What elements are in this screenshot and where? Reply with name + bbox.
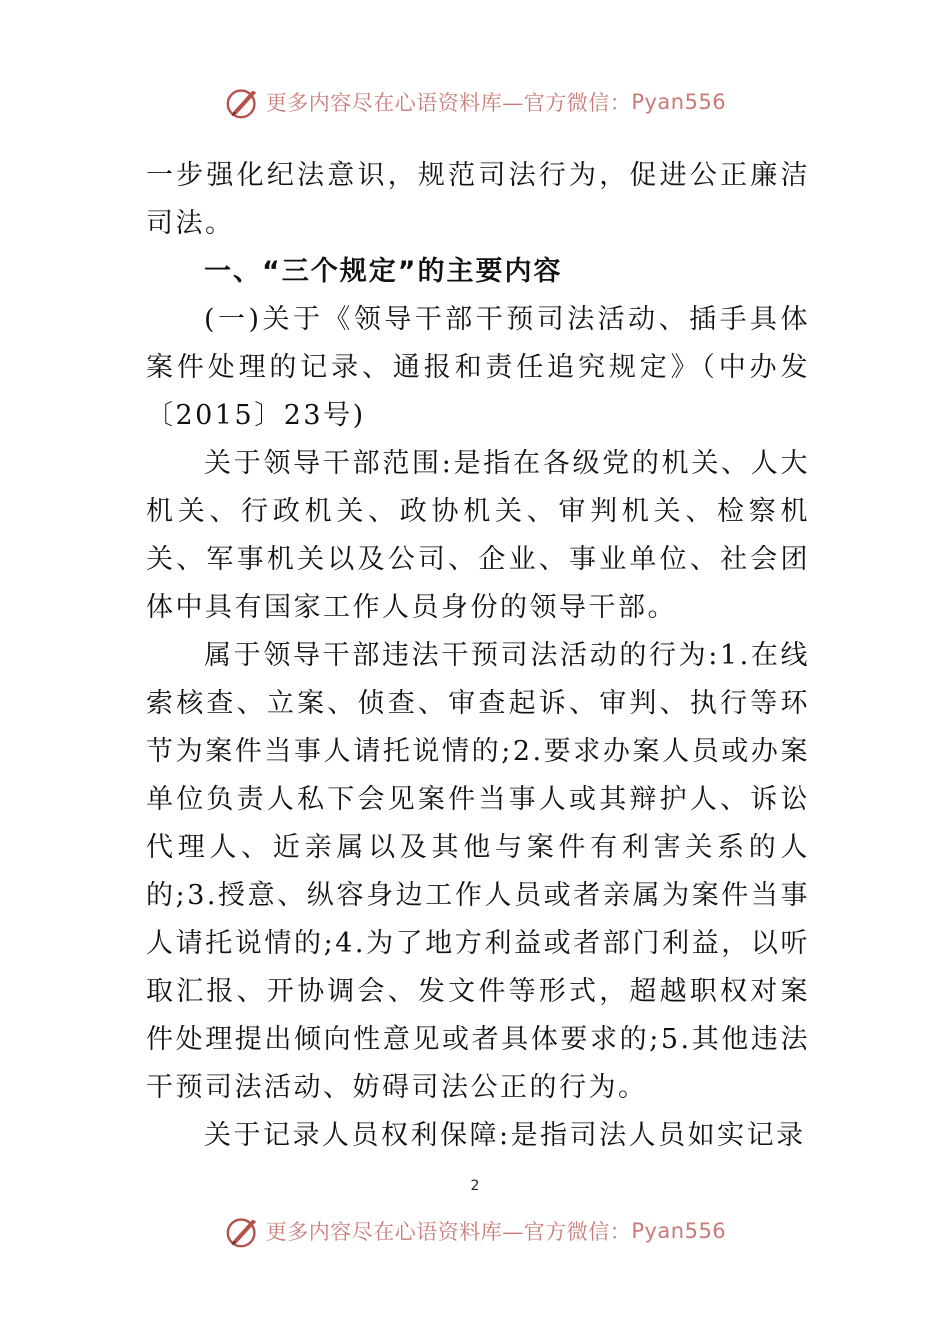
header-watermark	[0, 80, 950, 124]
page-number: 2	[470, 1178, 480, 1194]
document-body	[146, 152, 810, 1160]
watermark-text: 更多内容尽在心语资料库—官方微信：	[265, 1220, 632, 1244]
paragraph-interference-behaviors: 属于领导干部违法干预司法活动的行为:1.在线索核查、立案、侦查、审查起诉、审判、执行等环节为案件当事人请托说情的;2.要求办案人员或办案单位负责人私下会见案件当事人或其辩护人、诉讼代理人、近亲属以及其他与案件有利害关系的人的;3.授意、纵容身边工作人员或者亲属为案件当事人请托说情的;4.为了地方利益或者部门利益，以听取汇报、开协调会、发文件等形式，超越职权对案件处理提出倾向性意见或者具体要求的;5.其他违法干预司法活动、妨碍司法公正的行为。	[146, 640, 810, 1103]
paragraph-recorder-rights: 关于记录人员权利保障:是指司法人员如实记录	[204, 1120, 806, 1151]
paragraph-regulation-title: (一)关于《领导干部干预司法活动、插手具体案件处理的记录、通报和责任追究规定》（中办发〔2015〕23号)	[146, 304, 810, 431]
paragraph-leader-scope: 关于领导干部范围:是指在各级党的机关、人大机关、行政机关、政协机关、审判机关、检察机关、军事机关以及公司、企业、事业单位、社会团体中具有国家工作人员身份的领导干部。	[146, 448, 810, 623]
watermark-text: 更多内容尽在心语资料库—官方微信：	[265, 91, 632, 115]
watermark-wechat-id: Pyan556	[631, 90, 727, 114]
watermark-wechat-id: Pyan556	[631, 1219, 727, 1243]
section-heading: 一、“三个规定”的主要内容	[204, 256, 563, 287]
pen-circle-logo-icon	[224, 1212, 262, 1250]
footer-watermark	[0, 1209, 950, 1253]
pen-circle-logo-icon	[224, 83, 262, 121]
paragraph-continuation: 一步强化纪法意识，规范司法行为，促进公正廉洁司法。	[146, 160, 810, 239]
